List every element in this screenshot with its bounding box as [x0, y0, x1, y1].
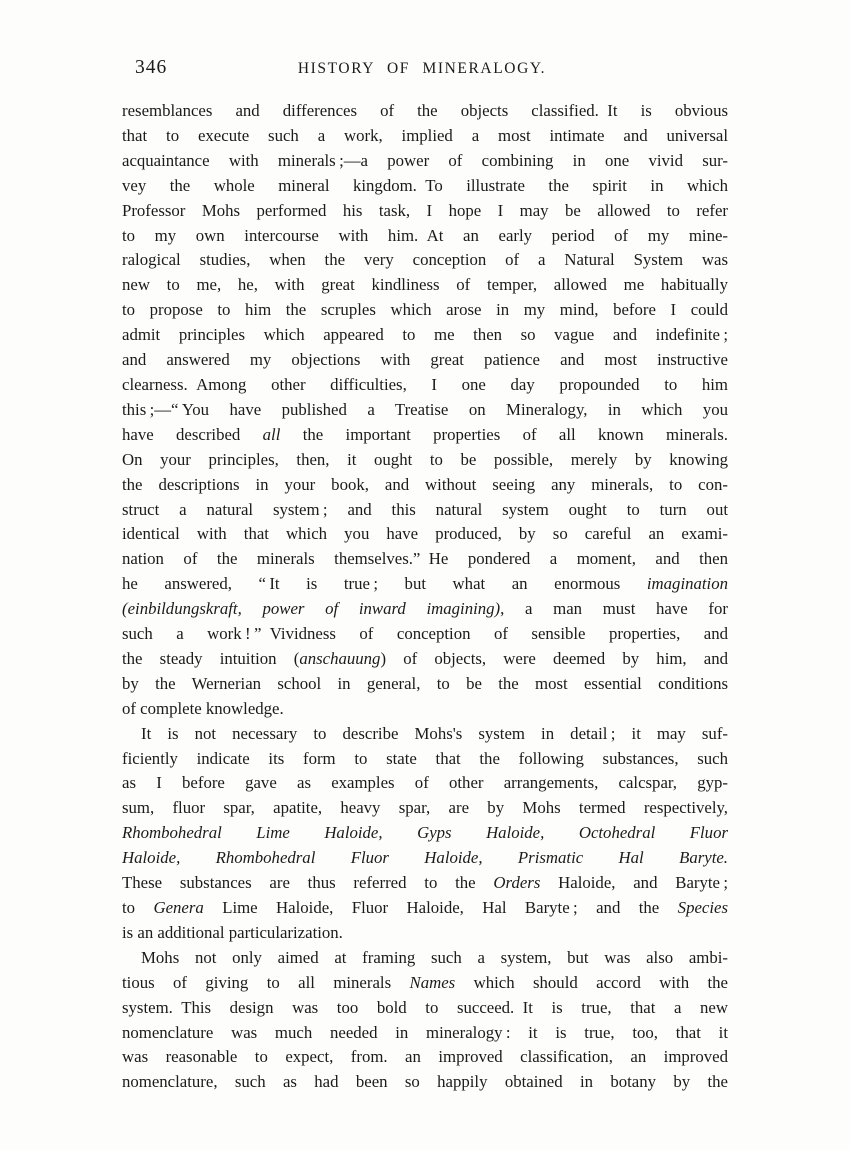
text-line [122, 821, 728, 846]
text-segment: have described [122, 424, 263, 444]
text-segment: the important properties of all known minerals. [280, 424, 728, 444]
italic-text-segment: Genera [153, 898, 204, 917]
page-number: 346 [135, 57, 168, 78]
text-line [122, 697, 728, 722]
text-line [122, 473, 728, 498]
text-line [122, 747, 728, 772]
text-line [122, 224, 728, 249]
italic-text-segment: Names [409, 972, 456, 992]
text-line [122, 522, 728, 547]
text-line [122, 647, 728, 672]
text-line [122, 1045, 728, 1070]
text-segment: the descriptions in your book, and without seeing any minerals, to con- [122, 474, 728, 494]
text-line [122, 672, 728, 697]
text-line [122, 498, 728, 523]
text-line [122, 996, 728, 1021]
text-segment: Mohs not only aimed at framing such a system, but was also ambi- [141, 947, 728, 967]
text-segment: acquaintance with minerals ;—a power of combining in one vivid sur- [122, 150, 728, 170]
text-line [122, 248, 728, 273]
text-segment: sum, fluor spar, apatite, heavy spar, are by Mohs termed respectively, [122, 798, 728, 818]
text-line [122, 398, 728, 423]
text-line [122, 99, 728, 124]
text-segment: nomenclature was much needed in mineralogy : it is true, too, that it [122, 1022, 728, 1042]
text-line [122, 871, 728, 896]
text-segment: clearness. Among other difficulties, I one day propounded to him [122, 374, 728, 394]
text-line [122, 622, 728, 647]
text-segment: , a man must have for [500, 599, 728, 619]
text-segment: he answered, “ It is true ; but what an enormous [122, 574, 647, 594]
text-segment: that to execute such a work, implied a most intimate and universal [122, 125, 728, 145]
italic-text-segment: anschauung [299, 648, 381, 668]
text-segment: Lime Haloide, Fluor Haloide, Hal Baryte ; and the [203, 898, 678, 917]
running-header [122, 57, 728, 83]
italic-text-segment: Species [677, 898, 728, 917]
text-segment: admit principles which appeared to me then so vague and indefinite ; [122, 325, 728, 345]
text-segment: the steady intuition ( [122, 648, 300, 668]
italic-text-segment: Rhombohedral Lime Haloide, Gyps Haloide, Octohedral Fluor [122, 823, 728, 843]
text-line [122, 971, 728, 996]
text-line [122, 1021, 728, 1046]
text-segment: Haloide, and Baryte ; [540, 873, 729, 893]
text-line [122, 273, 728, 298]
italic-text-segment: Haloide, Rhombohedral Fluor Haloide, Prismatic Hal Baryte. [122, 848, 728, 868]
text-segment: new to me, he, with great kindliness of temper, allowed me habitually [122, 275, 728, 295]
text-segment: system. This design was too bold to succeed. It is true, that a new [122, 997, 728, 1017]
text-line [122, 846, 728, 871]
text-segment: Professor Mohs performed his task, I hope I may be allowed to refer [122, 200, 728, 220]
text-line [122, 323, 728, 348]
text-segment: nomenclature, such as had been so happily obtained in botany by the [122, 1072, 728, 1092]
text-segment: which should accord with the [455, 972, 728, 992]
text-segment: to my own intercourse with him. At an early period of my mine- [122, 225, 728, 245]
italic-text-segment: (einbildungskraft, power of inward imagining) [122, 599, 501, 619]
text-segment: by the Wernerian school in general, to be the most essential conditions [122, 673, 728, 693]
text-segment: On your principles, then, it ought to be possible, merely by knowing [122, 449, 728, 469]
text-line [122, 373, 728, 398]
text-segment: tious of giving to all minerals [122, 972, 410, 992]
text-line [122, 796, 728, 821]
running-title: HISTORY OF MINERALOGY. [297, 60, 547, 77]
text-line [122, 199, 728, 224]
text-segment: ) of objects, were deemed by him, and [380, 648, 729, 668]
italic-text-segment: all [262, 424, 281, 444]
text-line [122, 547, 728, 572]
text-line [122, 298, 728, 323]
text-segment: this ;—“ You have published a Treatise on Mineralogy, in which you [122, 399, 728, 419]
text-segment: These substances are thus referred to the [122, 873, 494, 893]
italic-text-segment: Orders [493, 873, 541, 893]
text-line [122, 124, 728, 149]
text-segment: and answered my objections with great patience and most instructive [122, 350, 728, 370]
text-line [122, 1070, 728, 1095]
text-segment: of complete knowledge. [122, 698, 284, 718]
text-line [122, 348, 728, 373]
text-segment: It is not necessary to describe Mohs's system in detail ; it may suf- [141, 723, 728, 743]
text-line [122, 771, 728, 796]
text-segment: to propose to him the scruples which arose in my mind, before I could [122, 300, 728, 320]
text-line [122, 423, 728, 448]
text-segment: ficiently indicate its form to state that the following substances, such [122, 748, 728, 768]
text-segment: as I before gave as examples of other arrangements, calcspar, gyp- [122, 773, 728, 793]
text-line [122, 946, 728, 971]
text-line [122, 896, 728, 921]
text-segment: to [122, 898, 154, 917]
text-block [122, 99, 728, 1095]
text-line [122, 722, 728, 747]
text-segment: ralogical studies, when the very conception of a Natural System was [122, 250, 728, 270]
text-line [122, 174, 728, 199]
text-line [122, 448, 728, 473]
text-line [122, 921, 728, 946]
text-segment: is an additional particularization. [122, 922, 343, 942]
text-line [122, 597, 728, 622]
text-segment: identical with that which you have produced, by so careful an exami- [122, 524, 728, 544]
text-segment: resemblances and differences of the objects classified. It is obvious [122, 101, 728, 120]
text-segment: was reasonable to expect, from. an improved classification, an improved [122, 1047, 728, 1067]
text-line [122, 572, 728, 597]
text-line [122, 149, 728, 174]
text-segment: struct a natural system ; and this natural system ought to turn out [122, 499, 728, 519]
text-segment: nation of the minerals themselves.” He pondered a moment, and then [122, 549, 728, 569]
text-segment: vey the whole mineral kingdom. To illustrate the spirit in which [122, 175, 728, 195]
italic-text-segment: imagination [646, 574, 728, 594]
text-segment: such a work ! ” Vividness of conception of sensible properties, and [122, 624, 728, 644]
